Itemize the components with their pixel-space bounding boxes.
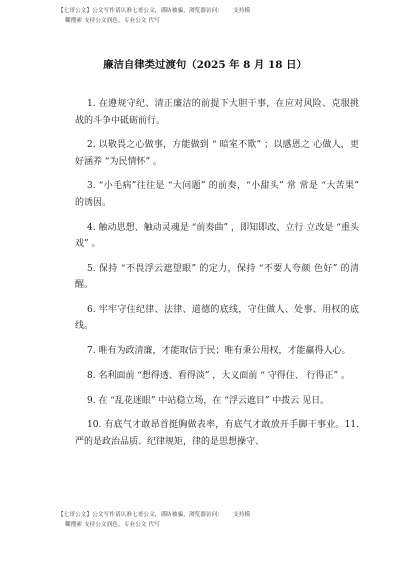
paragraph-1: 1. 在遵规守纪、清正廉洁的前提下大胆干事，在应对风险、克服挑战的斗争中砥砺前行。 xyxy=(75,99,359,126)
paragraph-3: 3. “小毛病”往往是 “大问题” 的前奏，“小甜头” 常 常是 “大苦果” 的诱因。 xyxy=(75,181,359,208)
header-notice-line-2: 糊搜索 支持公文润色，专业公文 代写 xyxy=(65,18,160,24)
footer-notice-tail: 支持模 xyxy=(233,512,251,518)
paragraph-9: 9. 在 “乱花迷眼” 中站稳立场，在 “浮云遮目” 中拨云 见日。 xyxy=(87,395,330,406)
footer-notice-line-1 xyxy=(58,510,358,520)
paragraph-4: 4. 触动思想、触动灵魂是 “前奏曲” ，即知即改、立行 立改是 “重头戏” 。 xyxy=(75,222,359,250)
paragraph-10: 10. 有底气才敢昂首挺胸做表率，有底气才敢放开手脚干事业。11. 严的是政治品质、纪律规矩，律的是思想操守、 xyxy=(75,420,359,447)
footer-notice-text: 【七哥公文】公文写作请认准七哥公文，谨防被骗，浏览器访问： xyxy=(58,512,224,518)
paragraph-7: 7. 唯有为政清廉，才能取信于民；唯有秉公用权，才能赢得人心。 xyxy=(87,346,351,357)
footer-notice xyxy=(58,510,358,530)
header-notice-tail: 支持模 xyxy=(233,8,251,14)
footer-notice-line-2: 糊搜索 支持公文润色，专业公文 代写 xyxy=(65,522,160,528)
document-body xyxy=(75,96,359,458)
document-title: 廉洁自律类过渡句（2025 年 8 月 18 日） xyxy=(103,59,307,71)
paragraph-2: 2. 以敬畏之心做事，方能做到 “ 暗室不欺” ；以感恩之 心做人，更好涵养 “为民情怀” 。 xyxy=(75,140,359,167)
header-notice xyxy=(58,6,358,26)
paragraph-5: 5. 保持 “不畏浮云遮望眼” 的定力，保持 “不要人夸颜 色好” 的清醒。 xyxy=(75,263,359,291)
paragraph-6: 6. 牢牢守住纪律、法律、道德的底线，守住做人、处事、用权的底线。 xyxy=(75,304,359,332)
header-notice-line-1 xyxy=(58,6,358,16)
paragraph-8: 8. 名利面前 “想得透、看得淡” ，大义面前 “ 守得住、 行得正” 。 xyxy=(87,370,351,381)
header-notice-text: 【七哥公文】公文写作请认准七哥公文，谨防被骗，浏览器访问： xyxy=(58,8,224,14)
